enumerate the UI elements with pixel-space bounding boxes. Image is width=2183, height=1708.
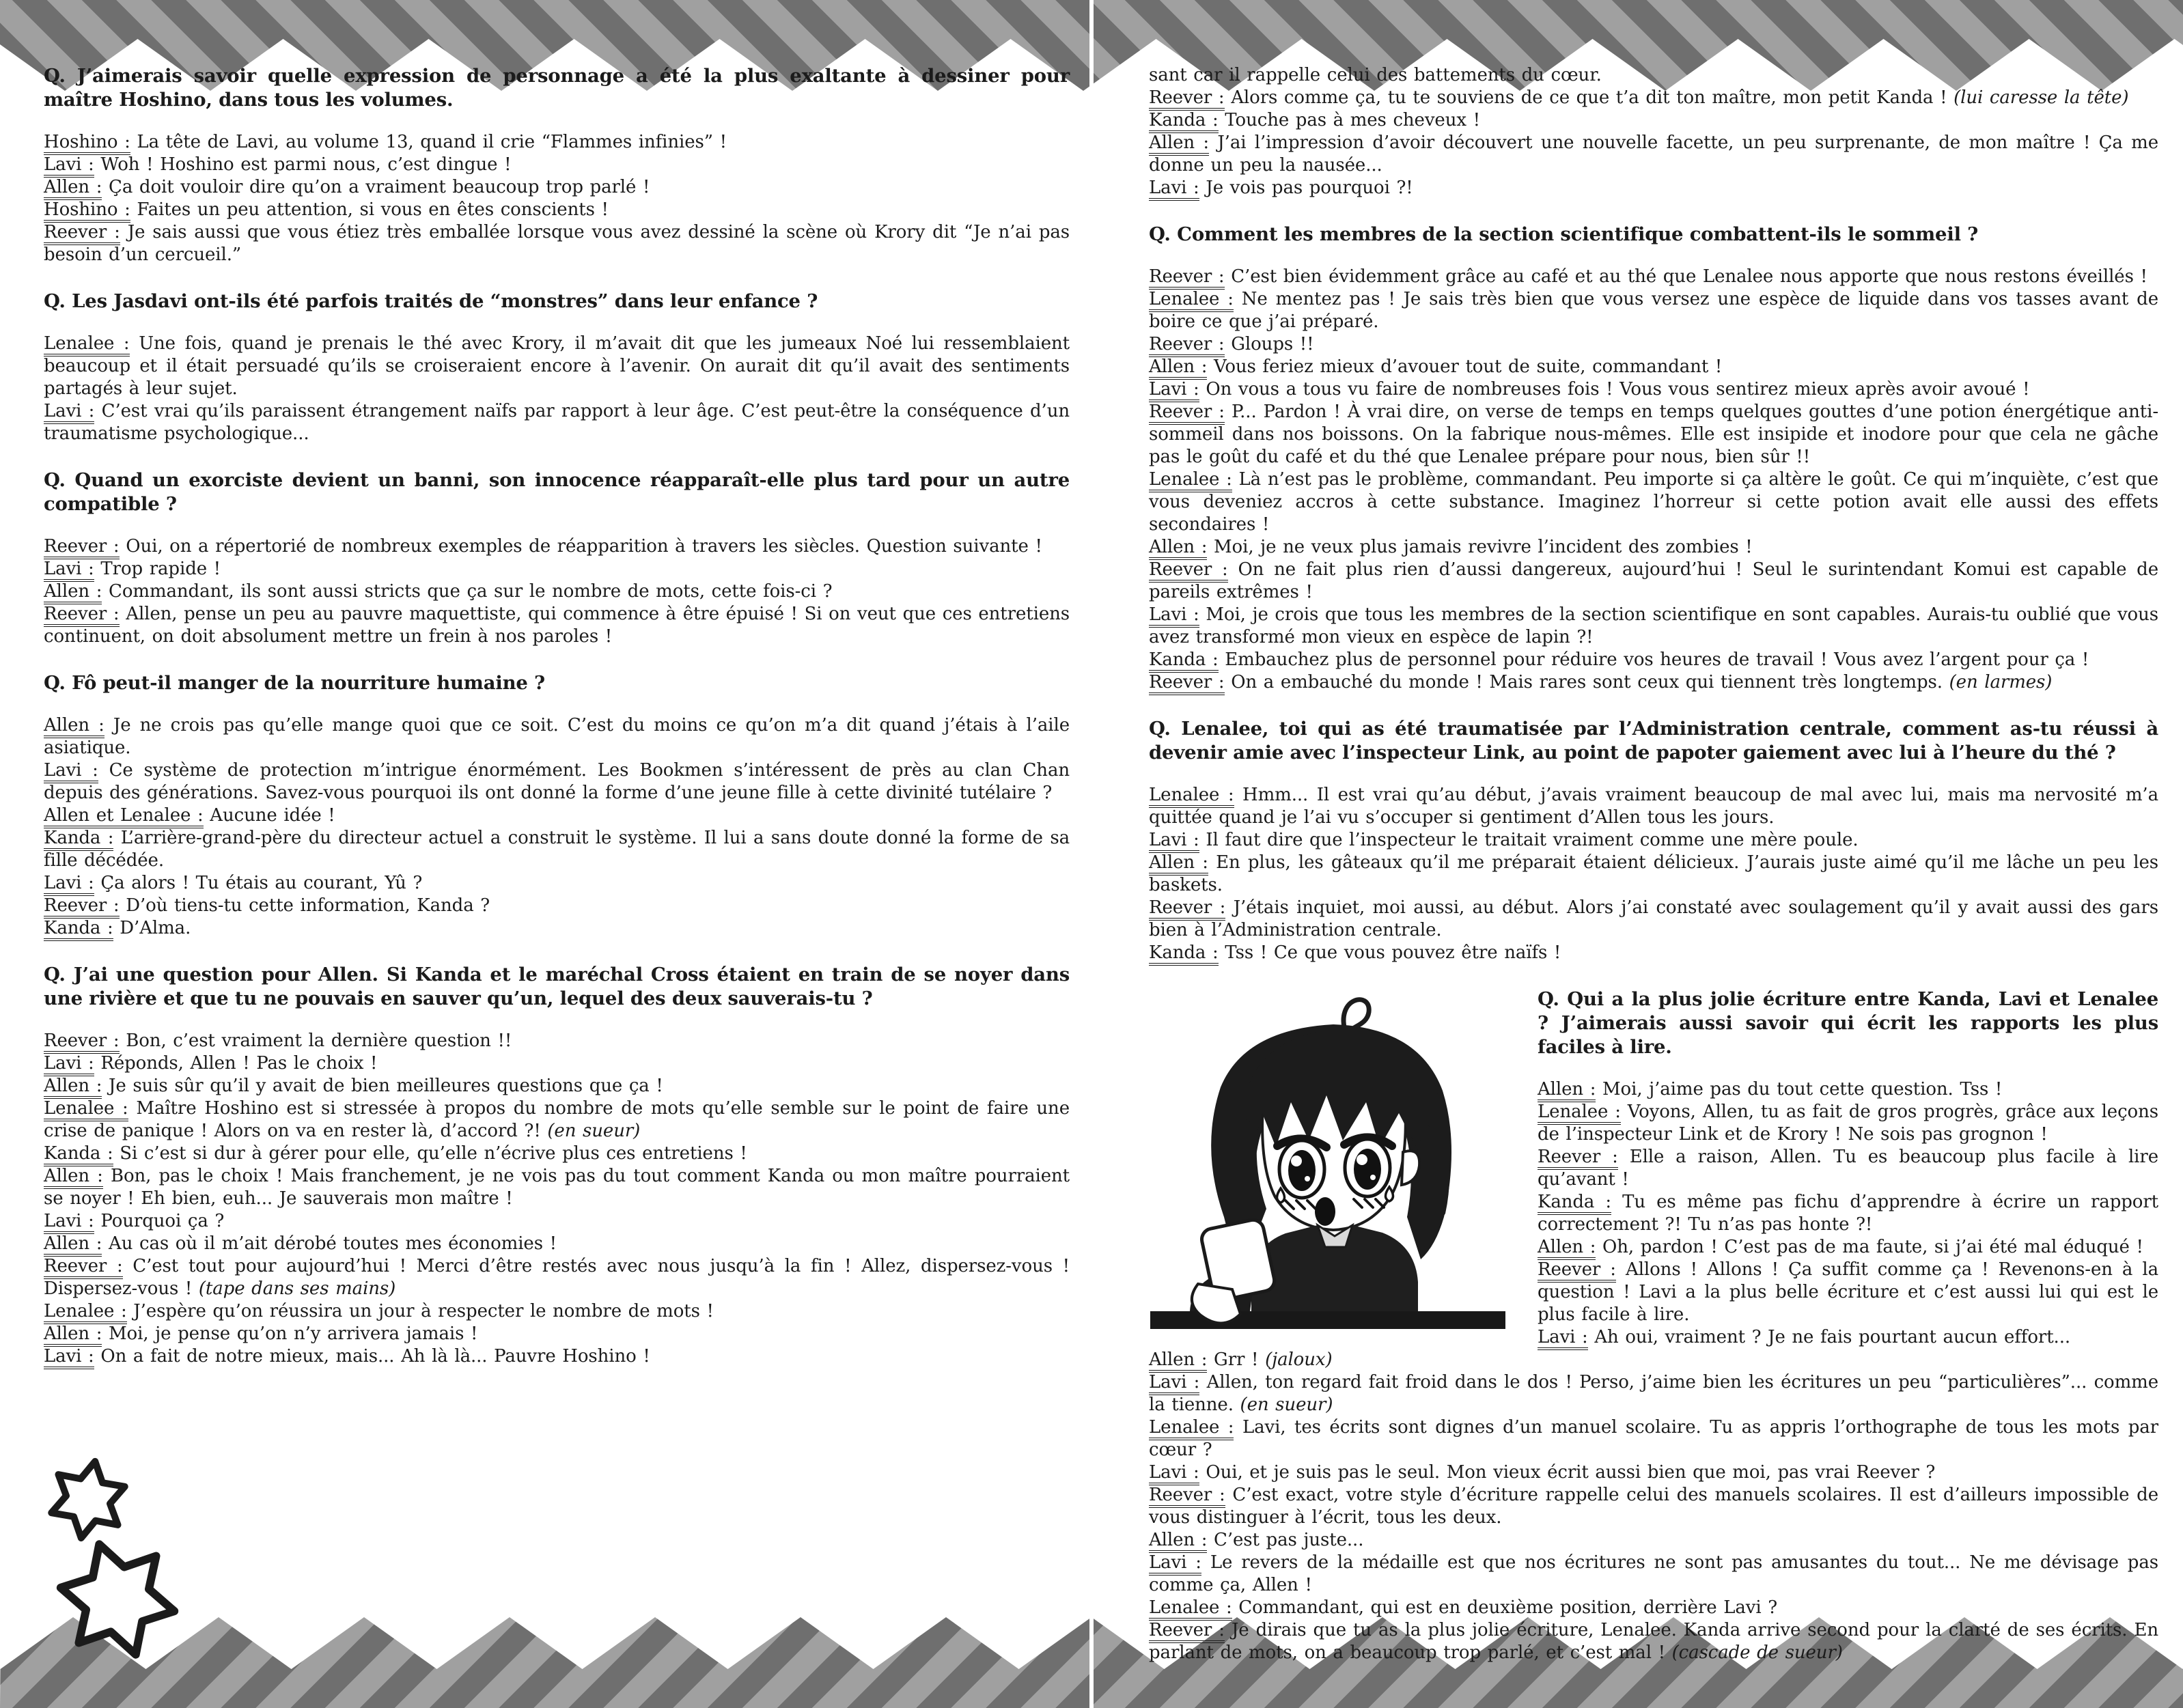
speaker-label: Kanda :: [1538, 1192, 1611, 1215]
dialogue-line: Reever : Je dirais que tu as la plus jolie écriture, Lenalee. Kanda arrive second pour la clarté de ses écrits. En parlant de mots, on a beaucoup trop parlé, et c’est mal ! (cascade de sueur): [1149, 1620, 2159, 1663]
speaker-label: Allen :: [44, 581, 102, 604]
page-fold-line: [1089, 0, 1094, 1708]
speaker-label: Lavi :: [44, 760, 98, 783]
dialogue-line: Reever : Je sais aussi que vous étiez très emballée lorsque vous avez dessiné la scène où Krory dit “Je n’ai pas besoin d’un cercueil.”: [44, 222, 1070, 265]
speaker-label: Allen :: [44, 715, 105, 738]
speaker-label: Lavi :: [1149, 604, 1199, 628]
speaker-label: Lavi :: [44, 1053, 94, 1076]
speaker-label: Allen :: [44, 1166, 103, 1189]
speaker-label: Allen :: [1538, 1079, 1596, 1102]
dialogue-line: Lavi : Trop rapide !: [44, 558, 1070, 580]
speaker-label: Lavi :: [1538, 1327, 1588, 1350]
dialogue-line: Allen : J’ai l’impression d’avoir découvert une nouvelle facette, un peu surprenante, de mon maître ! Ça me donne un peu la nausée...: [1149, 132, 2158, 176]
speaker-label: Lenalee :: [44, 1098, 128, 1121]
speaker-label: Reever :: [44, 1256, 123, 1279]
dialogue-line: Lenalee : Maître Hoshino est si stressée à propos du nombre de mots qu’elle semble sur le point de faire une crise de panique ! Alors on va en rester là, d’accord ?! (en sueur): [44, 1098, 1070, 1141]
question-heading: Q. Comment les membres de la section scientifique combattent-ils le sommeil ?: [1149, 223, 1979, 245]
speaker-label: Allen :: [1149, 852, 1208, 876]
dialogue-line: Reever : On ne fait plus rien d’aussi dangereux, aujourd’hui ! Seul le surintendant Komui est capable de pareils extrêmes !: [1149, 559, 2159, 602]
dialogue-line: Reever : P... Pardon ! À vrai dire, on verse de temps en temps quelques gouttes d’une potion énergétique anti-sommeil dans nos boissons. On la fabrique nous-mêmes. Elle est insipide et inodore pour que cela ne gâche pas le goût du café et du thé que Lenalee prépare pour nous, bien sûr !!: [1149, 402, 2159, 467]
dialogue-line: Reever : C’est exact, votre style d’écriture rappelle celui des manuels scolaires. Il est d’ailleurs impossible de vous distinguer à l’écrit, tous les deux.: [1149, 1485, 2158, 1528]
speaker-label: Lenalee :: [1149, 785, 1234, 808]
dialogue-line: Lavi : Allen, ton regard fait froid dans le dos ! Perso, j’aime bien les écritures un peu “particulières”... comme la tienne. (en sueur): [1149, 1372, 2158, 1415]
dialogue-line: Kanda : Tss ! Ce que vous pouvez être naïfs !: [1149, 942, 2158, 964]
dialogue-line: Allen et Lenalee : Aucune idée !: [44, 804, 1070, 827]
question-heading: Q. J’aimerais savoir quelle expression de personnage a été la plus exaltante à dessiner pour maître Hoshino, dans tous les volumes.: [44, 65, 1070, 111]
dialogue-line: Reever : Alors comme ça, tu te souviens de ce que t’a dit ton maître, mon petit Kanda ! (lui caresse la tête): [1149, 87, 2158, 109]
speaker-label: Lenalee :: [1149, 469, 1232, 492]
dialogue-line: Allen : Vous feriez mieux d’avouer tout de suite, commandant !: [1149, 356, 2158, 378]
left-page: [44, 64, 1070, 1391]
dialogue-line: Lavi : Ah oui, vraiment ? Je ne fais pourtant aucun effort...: [1149, 1326, 2158, 1349]
speaker-label: Reever :: [1149, 897, 1225, 921]
dialogue-line: Allen : Bon, pas le choix ! Mais franchement, je ne vois pas du tout comment Kanda ou mon maître pourraient se noyer ! Eh bien, euh... Je sauverais mon maître !: [44, 1166, 1070, 1209]
dialogue-line: Lenalee : Ne mentez pas ! Je sais très bien que vous versez une espèce de liquide dans vos tasses avant de boire ce que j’ai préparé.: [1149, 289, 2158, 332]
dialogue-line: Lavi : Je vois pas pourquoi ?!: [1149, 177, 2158, 199]
dialogue-line: Allen : En plus, les gâteaux qu’il me préparait étaient délicieux. J’aurais juste aimé qu’il me lâche un peu les baskets.: [1149, 852, 2158, 895]
question-heading: Q. Les Jasdavi ont-ils été parfois traités de “monstres” dans leur enfance ?: [44, 290, 818, 312]
dialogue-line: Kanda : Tu es même pas fichu d’apprendre à écrire un rapport correctement ?! Tu n’as pas honte ?!: [1538, 1192, 2159, 1235]
dialogue-line: Lavi : On a fait de notre mieux, mais... Ah là là... Pauvre Hoshino !: [44, 1345, 1070, 1368]
dialogue-line: Reever : Bon, c’est vraiment la dernière question !!: [44, 1030, 1070, 1052]
speaker-label: Lenalee :: [1538, 1102, 1621, 1125]
dialogue-line: Hoshino : La tête de Lavi, au volume 13, quand il crie “Flammes infinies” !: [44, 131, 1070, 154]
dialogue-line: Lavi : Le revers de la médaille est que nos écritures ne sont pas amusantes du tout... Ne me dévisage pas comme ça, Allen !: [1149, 1552, 2158, 1595]
speaker-label: Kanda :: [1149, 110, 1219, 133]
dialogue-line: Hoshino : Faites un peu attention, si vous en êtes conscients !: [44, 199, 1070, 221]
speaker-label: Lenalee :: [1149, 1417, 1234, 1440]
speaker-label: Allen :: [44, 1324, 102, 1347]
lenalee-illustration: [1149, 992, 1514, 1336]
question-heading: Q. J’ai une question pour Allen. Si Kanda et le maréchal Cross étaient en train de se noyer dans une rivière et que tu ne pouvais en sauver qu’un, lequel des deux sauverais-tu ?: [44, 964, 1070, 1009]
dialogue-line: Lenalee : Lavi, tes écrits sont dignes d’un manuel scolaire. Tu as appris l’orthographe de tous les mots par cœur ?: [1149, 1417, 2158, 1460]
six-pointed-star-small-icon: [51, 1461, 124, 1538]
dialogue-line: Reever : Elle a raison, Allen. Tu es beaucoup plus facile à lire qu’avant !: [1538, 1147, 2159, 1190]
dialogue-line: Reever : C’est tout pour aujourd’hui ! Merci d’être restés avec nous jusqu’à la fin ! Allez, dispersez-vous ! Dispersez-vous ! (tape dans ses mains): [44, 1256, 1070, 1299]
qa-section: [1149, 988, 2158, 1664]
dialogue-line: Kanda : Si c’est si dur à gérer pour elle, qu’elle n’écrive plus ces entretiens !: [44, 1143, 1070, 1165]
qa-section: [44, 963, 1070, 1368]
speaker-label: Reever :: [44, 895, 120, 919]
speaker-label: Reever :: [1538, 1147, 1618, 1170]
dialogue-line: Kanda : Touche pas à mes cheveux !: [1149, 109, 2158, 132]
speaker-label: Allen :: [44, 177, 102, 200]
speaker-label: Allen :: [1149, 1349, 1207, 1373]
stage-direction: (tape dans ses mains): [198, 1278, 396, 1299]
dialogue-line: Kanda : L’arrière-grand-père du directeur actuel a construit le système. Il lui a sans doute donné la forme de sa fille décédée.: [44, 828, 1070, 871]
dialogue-line: Lenalee : Commandant, qui est en deuxième position, derrière Lavi ?: [1149, 1597, 2158, 1619]
qa-section: [1149, 64, 2158, 199]
speaker-label: Allen :: [1149, 537, 1207, 560]
dialogue-line: Allen : Grr ! (jaloux): [1149, 1349, 2158, 1371]
speaker-label: Kanda :: [1149, 942, 1219, 966]
speaker-label: Lavi :: [1149, 1372, 1199, 1395]
speaker-label: Lavi :: [44, 1346, 94, 1369]
speaker-label: Lavi :: [1149, 1552, 1201, 1576]
dialogue-line: Lavi : C’est vrai qu’ils paraissent étrangement naïfs par rapport à leur âge. C’est peut-être la conséquence d’un traumatisme psychologique...: [44, 401, 1070, 444]
dialogue-line: Lavi : Il faut dire que l’inspecteur le traitait vraiment comme une mère poule.: [1149, 829, 2158, 852]
dialogue-line: Allen : C’est pas juste...: [1149, 1529, 2158, 1552]
dialogue-line: Reever : Gloups !!: [1149, 333, 2158, 356]
speaker-label: Lavi :: [44, 401, 94, 424]
dialogue-line: Lavi : Woh ! Hoshino est parmi nous, c’est dingue !: [44, 154, 1070, 176]
speaker-label: Lenalee :: [1149, 289, 1234, 312]
speaker-label: Lavi :: [44, 873, 94, 896]
speaker-label: Allen :: [44, 1233, 102, 1257]
dialogue-line: Reever : C’est bien évidemment grâce au café et au thé que Lenalee nous apporte que nous restons éveillés !: [1149, 266, 2158, 288]
dialogue-line: Lenalee : Une fois, quand je prenais le thé avec Krory, il m’avait dit que les jumeaux Noé lui ressemblaient beaucoup et il était persuadé qu’ils se croiseraient encore à l’avenir. On aurait dit qu’il avait des sentiments partagés à leur sujet.: [44, 333, 1070, 399]
dialogue-line: Allen : Moi, j’aime pas du tout cette question. Tss !: [1149, 1078, 2158, 1101]
dialogue-line: Lenalee : Hmm... Il est vrai qu’au début, j’avais vraiment beaucoup de mal avec lui, mais ma nervosité m’a quittée quand je l’ai vu s’occuper si gentiment d’Allen tous les jours.: [1149, 785, 2158, 828]
dialogue-line: Allen : Je suis sûr qu’il y avait de bien meilleures questions que ça !: [44, 1075, 1070, 1097]
speaker-label: Reever :: [44, 1031, 120, 1054]
speaker-label: Lavi :: [1149, 830, 1199, 853]
speaker-label: Kanda :: [1149, 649, 1219, 673]
stage-direction: (en larmes): [1949, 672, 2053, 692]
question-heading: Q. Fô peut-il manger de la nourriture humaine ?: [44, 672, 545, 694]
speaker-label: Hoshino :: [44, 132, 130, 155]
qa-section: [44, 671, 1070, 940]
stage-direction: (cascade de sueur): [1671, 1642, 1843, 1663]
dialogue-line: Reever : J’étais inquiet, moi aussi, au début. Alors j’ai constaté avec soulagement qu’il y avait aussi des gars bien à l’Administration centrale.: [1149, 897, 2159, 940]
speaker-label: Allen et Lenalee :: [44, 805, 204, 828]
speaker-label: Reever :: [1538, 1259, 1616, 1283]
dialogue-line: sant car il rappelle celui des battements du cœur.: [1149, 65, 1602, 85]
dialogue-line: Lavi : Ce système de protection m’intrigue énormément. Les Bookmen s’intéressent de près au clan Chan depuis des générations. Savez-vous pourquoi ils ont donné la forme d’une jeune fille à cette divinité tutélaire ?: [44, 760, 1070, 803]
speaker-label: Allen :: [44, 1076, 102, 1099]
dialogue-line: Allen : Commandant, ils sont aussi stricts que ça sur le nombre de mots, cette fois-ci ?: [44, 580, 1070, 603]
dialogue-line: Lenalee : Là n’est pas le problème, commandant. Peu importe si ça altère le goût. Ce qui m’inquiète, c’est que vous deveniez accros à cette substance. Imaginez l’horreur si cette potion avait elle aussi des effets secondaires !: [1149, 469, 2158, 535]
dialogue-line: Lenalee : J’espère qu’on réussira un jour à respecter le nombre de mots !: [44, 1300, 1070, 1323]
dialogue-line: Reever : Allen, pense un peu au pauvre maquettiste, qui commence à être épuisé ! Si on veut que ces entretiens continuent, on doit absolument mettre un frein à nos paroles !: [44, 604, 1070, 647]
speaker-label: Allen :: [1149, 356, 1207, 380]
speaker-label: Kanda :: [44, 1143, 113, 1166]
dialogue-line: Kanda : D’Alma.: [44, 917, 1070, 940]
speaker-label: Reever :: [1149, 87, 1225, 111]
speaker-label: Lavi :: [1149, 178, 1199, 201]
speaker-label: Allen :: [1149, 132, 1209, 156]
speaker-label: Allen :: [1149, 1530, 1207, 1553]
surprised-girl-with-cup-drawing: [1149, 992, 1514, 1336]
dialogue-line: Lavi : Moi, je crois que tous les membres de la section scientifique en sont capables. Aurais-tu oublié que vous avez transformé mon vieux en espèce de lapin ?!: [1149, 604, 2158, 647]
dialogue-line: Allen : Je ne crois pas qu’elle mange quoi que ce soit. C’est du moins ce qu’on m’a dit quand j’étais à l’aile asiatique.: [44, 715, 1070, 758]
speaker-label: Lavi :: [44, 154, 94, 178]
dialogue-line: Lavi : Réponds, Allen ! Pas le choix !: [44, 1052, 1070, 1075]
dialogue-line: Lenalee : Voyons, Allen, tu as fait de gros progrès, grâce aux leçons de l’inspecteur Link et de Krory ! Ne sois pas grognon !: [1538, 1102, 2158, 1145]
speaker-label: Reever :: [1149, 402, 1225, 425]
dialogue-line: Kanda : Embauchez plus de personnel pour réduire vos heures de travail ! Vous avez l’argent pour ça !: [1149, 649, 2158, 671]
qa-section: [1149, 223, 2158, 694]
speaker-label: Reever :: [1149, 1620, 1225, 1643]
dialogue-line: Lavi : Oui, et je suis pas le seul. Mon vieux écrit aussi bien que moi, pas vrai Reever ?: [1149, 1461, 2158, 1484]
speaker-label: Lavi :: [44, 559, 94, 582]
dialogue-line: Lavi : Pourquoi ça ?: [44, 1210, 1070, 1233]
stage-direction: (en sueur): [1240, 1395, 1333, 1415]
speaker-label: Kanda :: [44, 828, 113, 851]
speaker-label: Reever :: [1149, 559, 1228, 583]
qa-section: [1149, 717, 2158, 964]
speaker-label: Kanda :: [44, 918, 113, 941]
speaker-label: Reever :: [1149, 1485, 1225, 1508]
speaker-label: Reever :: [44, 604, 120, 627]
dialogue-line: Allen : Moi, je ne veux plus jamais revivre l’incident des zombies !: [1149, 536, 2158, 559]
qa-section: [44, 64, 1070, 266]
speaker-label: Lavi :: [1149, 1462, 1199, 1485]
question-heading: Q. Lenalee, toi qui as été traumatisée par l’Administration centrale, comment as-tu réussi à devenir amie avec l’inspecteur Link, au point de papoter gaiement avec lui à l’heure du thé ?: [1149, 718, 2158, 764]
speaker-label: Reever :: [1149, 266, 1225, 290]
dialogue-line: Reever : Allons ! Allons ! Ça suffit comme ça ! Revenons-en à la question ! Lavi a la plus belle écriture et c’est aussi lui qui est le plus facile à lire.: [1538, 1259, 2158, 1325]
speaker-label: Reever :: [1149, 334, 1225, 357]
stage-direction: (jaloux): [1265, 1349, 1333, 1370]
dialogue-line: Lavi : On vous a tous vu faire de nombreuses fois ! Vous vous sentirez mieux après avoir avoué !: [1149, 378, 2158, 401]
speaker-label: Lenalee :: [44, 333, 130, 356]
speaker-label: Lavi :: [1149, 379, 1199, 402]
speaker-label: Lenalee :: [1149, 1597, 1232, 1621]
dialogue-line: Allen : Moi, je pense qu’on n’y arrivera jamais !: [44, 1323, 1070, 1345]
speaker-label: Lenalee :: [44, 1301, 127, 1324]
speaker-label: Reever :: [1149, 672, 1225, 695]
dialogue-line: Lavi : Ça alors ! Tu étais au courant, Yû ?: [44, 872, 1070, 895]
dialogue-line: Reever : D’où tiens-tu cette information, Kanda ?: [44, 895, 1070, 917]
speaker-label: Hoshino :: [44, 199, 130, 223]
dialogue-line: Allen : Oh, pardon ! C’est pas de ma faute, si j’ai été mal éduqué !: [1149, 1236, 2158, 1259]
question-heading: Q. Qui a la plus jolie écriture entre Kanda, Lavi et Lenalee ? J’aimerais aussi savoir qui écrit les rapports les plus faciles à lire.: [1538, 988, 2158, 1058]
speaker-label: Reever :: [44, 536, 120, 559]
stage-direction: (lui caresse la tête): [1953, 87, 2129, 108]
stage-direction: (en sueur): [547, 1121, 641, 1141]
speaker-label: Allen :: [1538, 1237, 1596, 1260]
dialogue-line: Reever : Oui, on a répertorié de nombreux exemples de réapparition à travers les siècles. Question suivante !: [44, 535, 1070, 558]
speaker-label: Reever :: [44, 222, 120, 245]
right-page: [1149, 64, 2158, 1688]
dialogue-line: Allen : Au cas où il m’ait dérobé toutes mes économies !: [44, 1233, 1070, 1255]
qa-section: [44, 290, 1070, 445]
speaker-label: Lavi :: [44, 1211, 94, 1234]
dialogue-line: Reever : On a embauché du monde ! Mais rares sont ceux qui tiennent très longtemps. (en larmes): [1149, 671, 2158, 694]
qa-section: [44, 468, 1070, 648]
question-heading: Q. Quand un exorciste devient un banni, son innocence réapparaît-elle plus tard pour un autre compatible ?: [44, 469, 1070, 515]
dialogue-line: Allen : Ça doit vouloir dire qu’on a vraiment beaucoup trop parlé !: [44, 176, 1070, 199]
